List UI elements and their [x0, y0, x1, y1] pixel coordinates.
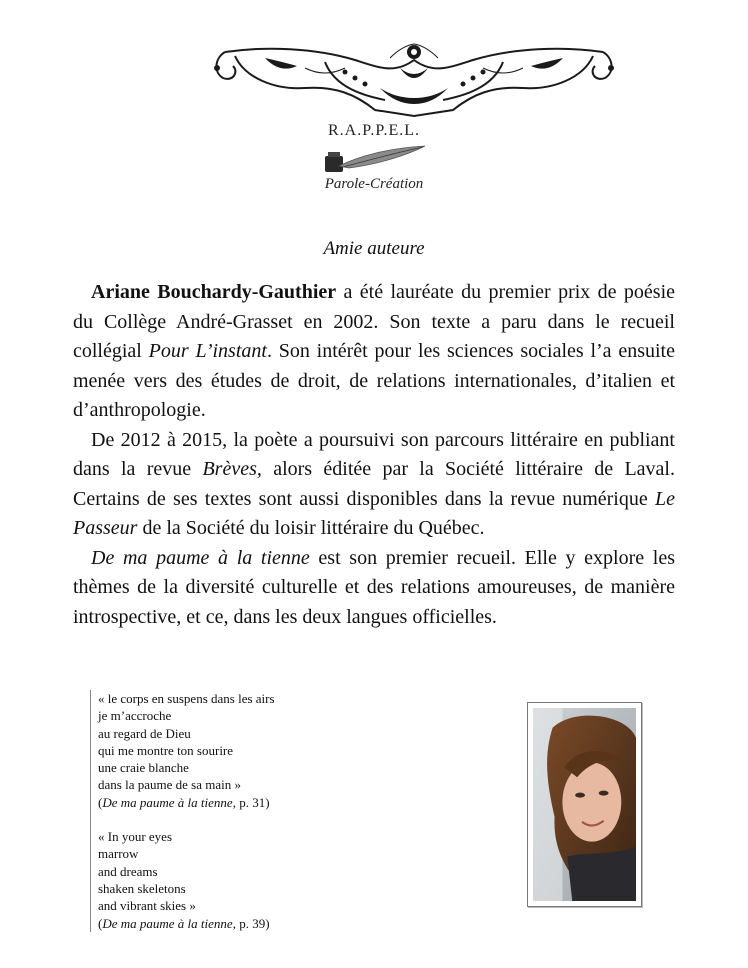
section-title: Amie auteure: [323, 238, 425, 259]
author-photo: [527, 702, 642, 907]
poem-excerpt-2: [98, 828, 428, 932]
source-page: , p. 31): [232, 794, 270, 810]
author-name: Ariane Bouchardy-Gauthier: [91, 281, 337, 303]
bio-paragraph-2: [73, 426, 675, 544]
brand-name: R.A.P.P.E.L.: [327, 122, 421, 139]
work-title: Pour L’instant: [148, 340, 267, 362]
paren: (: [98, 915, 103, 931]
source-title: De ma paume à la tienne: [102, 915, 233, 931]
header-ornament: [205, 38, 623, 118]
poem-line: au regard de Dieu: [98, 725, 191, 741]
bio-text: a été lauréate du premier prix de poésie du Collège André-Grasset en 2002. Son texte a paru dans le recueil collégial: [73, 281, 675, 362]
poem-line: shaken skeletons: [98, 880, 186, 896]
inkwell-quill-logo: [319, 142, 429, 176]
author-portrait-image: [533, 708, 636, 901]
poem-line: une craie blanche: [98, 760, 189, 776]
bio-paragraph-3: [73, 544, 675, 633]
brand-block: [0, 122, 748, 193]
poem-line: je m’accroche: [98, 708, 172, 724]
poem-line: qui me montre ton sourire: [98, 742, 234, 758]
poem-line: dans la paume de sa main »: [98, 777, 241, 793]
poem-line: « le corps en suspens dans les airs: [98, 691, 275, 706]
poem-line: and vibrant skies »: [98, 898, 196, 914]
poem-excerpts: [90, 690, 428, 932]
poem-line: and dreams: [98, 863, 158, 879]
bio-text: alors éditée par la Société littéraire de Laval. Certains de ses textes sont aussi disponibles dans la revue numérique: [73, 458, 675, 510]
bio-text: est son premier recueil. Elle y explore les thèmes de la diversité culturelle et des relations amoureuses, de manière introspective, et ce, dans les deux langues officielles.: [73, 546, 675, 628]
poem-source: [98, 794, 428, 811]
paren: (: [98, 794, 103, 810]
bio-paragraph-1: [73, 278, 675, 426]
work-title: Brèves,: [202, 458, 262, 480]
bio-text: de la Société du loisir littéraire du Québec.: [137, 517, 485, 539]
poem-excerpt-1: [98, 690, 428, 811]
poem-line: marrow: [98, 846, 139, 862]
poem-source: [98, 915, 428, 932]
source-title: De ma paume à la tienne: [102, 794, 233, 810]
brand-tagline: Parole-Création: [324, 176, 424, 192]
work-title: De ma paume à la tienne: [91, 546, 310, 569]
work-title: Le Passeur: [73, 487, 675, 539]
bio-text: . Son intérêt pour les sciences sociales l’a ensuite menée vers des études de droit, de relations internationales, d’italien et d’anthropologie.: [73, 340, 675, 421]
bio-text: De 2012 à 2015, la poète a poursuivi son parcours littéraire en publiant dans la revue: [73, 428, 675, 480]
poem-line: « In your eyes: [98, 829, 173, 845]
author-bio: [73, 278, 675, 632]
source-page: , p. 39): [232, 915, 270, 931]
